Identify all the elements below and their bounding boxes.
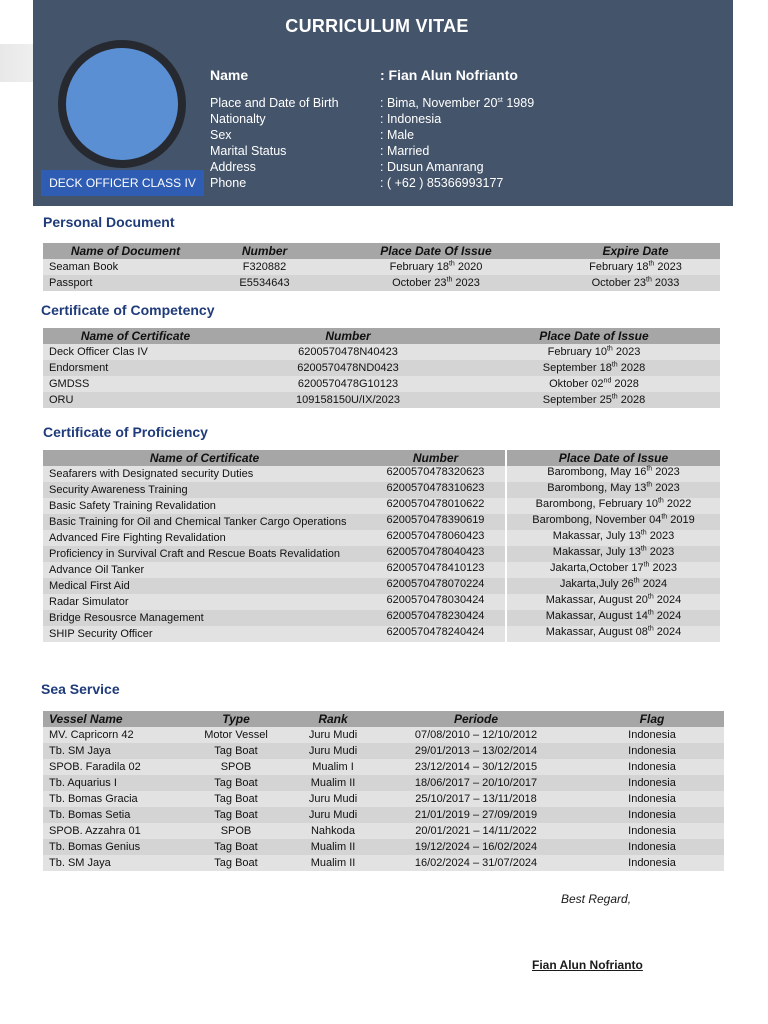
certificate-number: 6200570478040423 [366,546,506,562]
column-header: Place Date Of Issue [321,243,551,259]
certificate-name: GMDSS [43,376,228,392]
rank: Nahkoda [294,823,372,839]
vessel-name: Tb. Bomas Gracia [43,791,178,807]
vessel-name: Tb. Aquarius I [43,775,178,791]
vessel-name: SPOB. Azzahra 01 [43,823,178,839]
certificate-number: 6200570478310623 [366,482,506,498]
vessel-name: Tb. Bomas Genius [43,839,178,855]
signature-name: Fian Alun Nofrianto [532,958,643,972]
marital-status-value: : Married [380,144,430,158]
name-value: : Fian Alun Nofrianto [380,67,518,83]
certificate-name: Seafarers with Designated security Duties [43,466,366,482]
certificate-number: 6200570478410123 [366,562,506,578]
period: 23/12/2014 – 30/12/2015 [372,759,580,775]
table-row [43,466,720,482]
table-row [43,578,720,594]
table-row [43,743,724,759]
vessel-type: Tag Boat [178,791,294,807]
expire-date: February 18th 2023 [551,259,720,275]
flag: Indonesia [580,775,724,791]
document-name: Seaman Book [43,259,208,275]
table-row [43,498,720,514]
period: 21/01/2019 – 27/09/2019 [372,807,580,823]
certificate-number: 6200570478ND0423 [228,360,468,376]
column-header: Type [178,711,294,727]
document-name: Passport [43,275,208,291]
column-header: Place Date of Issue [506,450,720,466]
certificate-number: 6200570478390619 [366,514,506,530]
vessel-type: Tag Boat [178,743,294,759]
period: 29/01/2013 – 13/02/2014 [372,743,580,759]
rank: Juru Mudi [294,727,372,743]
period: 18/06/2017 – 20/10/2017 [372,775,580,791]
table-row [43,594,720,610]
column-header: Number [228,328,468,344]
column-header: Place Date of Issue [468,328,720,344]
sex-value: : Male [380,128,415,142]
certificate-name: Bridge Resousrce Management [43,610,366,626]
flag: Indonesia [580,855,724,871]
certificate-name: Advance Oil Tanker [43,562,366,578]
vessel-type: Motor Vessel [178,727,294,743]
certificate-number: 6200570478320623 [366,466,506,482]
issue-date: Barombong, February 10th 2022 [506,498,720,514]
vessel-name: Tb. Bomas Setia [43,807,178,823]
table-row [43,392,720,408]
sex-label: Sex [210,128,232,142]
certificate-number: 6200570478240424 [366,626,506,642]
flag: Indonesia [580,839,724,855]
flag: Indonesia [580,759,724,775]
table-row [43,839,724,855]
expire-date: October 23th 2033 [551,275,720,291]
issue-date: Barombong, November 04th 2019 [506,514,720,530]
profile-photo [66,48,178,160]
competency-table [43,328,720,408]
period: 25/10/2017 – 13/11/2018 [372,791,580,807]
issue-date: Makassar, August 14th 2024 [506,610,720,626]
issue-date: February 10th 2023 [468,344,720,360]
marital-status-label: Marital Status [210,144,287,158]
table-row [43,482,720,498]
rank: Juru Mudi [294,807,372,823]
flag: Indonesia [580,807,724,823]
vessel-name: SPOB. Faradila 02 [43,759,178,775]
column-header: Number [366,450,506,466]
section-title-proficiency: Certificate of Proficiency [43,424,208,440]
table-row [43,759,724,775]
table-row [43,626,720,642]
name-label: Name [210,67,249,83]
column-header: Flag [580,711,724,727]
table-row [43,562,720,578]
certificate-number: 6200570478070224 [366,578,506,594]
table-row [43,546,720,562]
vessel-type: Tag Boat [178,775,294,791]
section-title-sea-service: Sea Service [41,681,120,697]
issue-date: February 18th 2020 [321,259,551,275]
table-row [43,275,720,291]
vessel-name: Tb. SM Jaya [43,855,178,871]
nationality-value: : Indonesia [380,112,442,126]
vessel-type: SPOB [178,823,294,839]
table-row [43,855,724,871]
certificate-name: Security Awareness Training [43,482,366,498]
flag: Indonesia [580,727,724,743]
section-title-personal-document: Personal Document [43,214,175,230]
flag: Indonesia [580,791,724,807]
cv-header [33,0,733,206]
certificate-name: Advanced Fire Fighting Revalidation [43,530,366,546]
address-label: Address [210,160,256,174]
table-row [43,823,724,839]
column-header: Expire Date [551,243,720,259]
certificate-number: 6200570478060423 [366,530,506,546]
profile-photo-frame [58,40,186,168]
phone-label: Phone [210,176,247,190]
address-value: : Dusun Amanrang [380,160,484,174]
certificate-number: 6200570478N40423 [228,344,468,360]
certificate-name: SHIP Security Officer [43,626,366,642]
certificate-name: Basic Safety Training Revalidation [43,498,366,514]
issue-date: October 23th 2023 [321,275,551,291]
column-header: Periode [372,711,580,727]
certificate-number: 6200570478030424 [366,594,506,610]
certificate-name: Basic Training for Oil and Chemical Tanker Cargo Operations [43,514,366,530]
rank-badge: DECK OFFICER CLASS IV [41,170,204,196]
issue-date: Makassar, August 20th 2024 [506,594,720,610]
column-header: Number [208,243,321,259]
table-row [43,727,724,743]
table-row [43,807,724,823]
issue-date: September 25th 2028 [468,392,720,408]
issue-date: September 18th 2028 [468,360,720,376]
vessel-name: Tb. SM Jaya [43,743,178,759]
table-row [43,791,724,807]
rank: Mualim I [294,759,372,775]
column-header: Name of Document [43,243,208,259]
issue-date: Makassar, August 08th 2024 [506,626,720,642]
table-row [43,360,720,376]
certificate-name: Endorsment [43,360,228,376]
page-title: CURRICULUM VITAE [285,16,469,36]
closing-regards: Best Regard, [561,892,632,906]
certificate-name: Radar Simulator [43,594,366,610]
rank: Mualim II [294,839,372,855]
issue-date: Barombong, May 13th 2023 [506,482,720,498]
period: 16/02/2024 – 31/07/2024 [372,855,580,871]
column-header: Name of Certificate [43,328,228,344]
period: 07/08/2010 – 12/10/2012 [372,727,580,743]
table-row [43,775,724,791]
vessel-name: MV. Capricorn 42 [43,727,178,743]
proficiency-table [43,450,720,642]
vessel-type: Tag Boat [178,807,294,823]
period: 19/12/2024 – 16/02/2024 [372,839,580,855]
table-row [43,530,720,546]
column-header: Name of Certificate [43,450,366,466]
certificate-number: 6200570478230424 [366,610,506,626]
column-header: Vessel Name [43,711,178,727]
certificate-number: 6200570478010622 [366,498,506,514]
issue-date: Jakarta,July 26th 2024 [506,578,720,594]
certificate-name: Deck Officer Clas IV [43,344,228,360]
rank: Mualim II [294,775,372,791]
table-row [43,514,720,530]
certificate-name: Medical First Aid [43,578,366,594]
birth-label: Place and Date of Birth [210,96,339,110]
personal-document-table [43,243,720,291]
issue-date: Makassar, July 13th 2023 [506,530,720,546]
flag: Indonesia [580,823,724,839]
issue-date: Barombong, May 16th 2023 [506,466,720,482]
certificate-number: 109158150U/IX/2023 [228,392,468,408]
certificate-number: 6200570478G10123 [228,376,468,392]
birth-value: : Bima, November 20st 1989 [380,96,535,110]
period: 20/01/2021 – 14/11/2022 [372,823,580,839]
phone-value: : ( +62 ) 85366993177 [380,176,504,190]
section-title-competency: Certificate of Competency [41,302,215,318]
vessel-type: SPOB [178,759,294,775]
table-row [43,259,720,275]
rank: Mualim II [294,855,372,871]
issue-date: Makassar, July 13th 2023 [506,546,720,562]
document-number: E5534643 [208,275,321,291]
table-row [43,376,720,392]
table-row [43,610,720,626]
rank: Juru Mudi [294,743,372,759]
certificate-name: Proficiency in Survival Craft and Rescue Boats Revalidation [43,546,366,562]
issue-date: Oktober 02nd 2028 [468,376,720,392]
vessel-type: Tag Boat [178,855,294,871]
certificate-name: ORU [43,392,228,408]
document-number: F320882 [208,259,321,275]
table-row [43,344,720,360]
rank: Juru Mudi [294,791,372,807]
sea-service-table [43,711,724,871]
vessel-type: Tag Boat [178,839,294,855]
flag: Indonesia [580,743,724,759]
issue-date: Jakarta,October 17th 2023 [506,562,720,578]
nationality-label: Nationalty [210,112,266,126]
column-header: Rank [294,711,372,727]
